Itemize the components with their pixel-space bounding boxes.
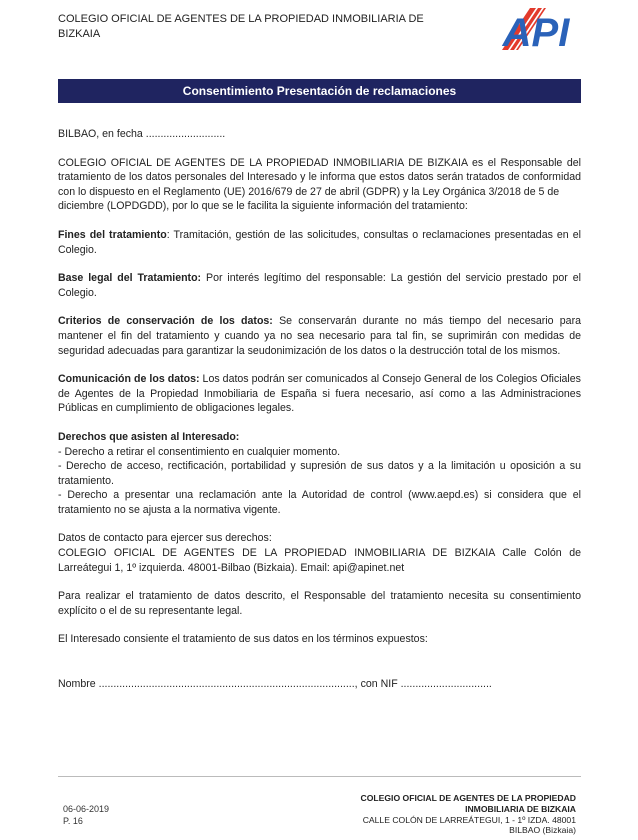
fines-text: : Tramitación, gestión de las solicitudes, consultas o reclamaciones presentadas en el Colegio. [58,228,581,256]
footer-date: 06-06-2019 [63,804,110,814]
date-line: BILBAO, en fecha ........................... [58,128,226,140]
intro-paragraph-cont: diciembre (LOPDGDD), por lo que se le facilita la siguiente información del tratamiento: [58,200,468,213]
contacto-intro: Datos de contacto para ejercer sus derechos: [58,532,272,545]
footer-address-cont: BILBAO (Bizkaia) [509,825,576,836]
base-legal-text: Por interés legítimo del responsable: La gestión del servicio prestado por el Colegio. [58,272,581,299]
footer-org-name: COLEGIO OFICIAL DE AGENTES DE LA PROPIEDAD [360,793,576,803]
comunicacion-paragraph [58,372,581,416]
nombre-nif-line: Nombre ......................................................................................., con NIF ............................... [58,678,492,691]
logo-text: API [502,11,570,52]
fines-label: Fines del tratamiento [58,228,167,241]
footer-organization [306,793,576,836]
base-legal-label: Base legal del Tratamiento: [58,272,202,285]
fines-paragraph [58,228,581,257]
derechos-label: Derechos que asisten al Interesado: [58,430,240,443]
consentimiento-paragraph: Para realizar el tratamiento de datos descrito, el Responsable del tratamiento necesita su consentimiento explícito o el de su representante legal. [58,590,581,617]
footer-page-number: P. 16 [63,816,83,826]
consiente-paragraph: El Interesado consiente el tratamiento de sus datos en los términos expuestos: [58,633,428,646]
api-logo [496,6,580,52]
derechos-item: - Derecho de acceso, rectificación, portabilidad y supresión de sus datos y a la limitación u oposición a su tratamiento. [58,460,581,487]
footer-left [63,803,109,827]
footer-divider [58,776,581,777]
criterios-label: Criterios de conservación de los datos: [58,315,273,328]
document-body [58,127,581,692]
base-legal-paragraph [58,271,581,300]
comunicacion-text: Los datos podrán ser comunicados al Consejo General de los Colegios Oficiales de Agentes de la Propiedad Inmobiliaria de España si fuera necesario, así como a las Administraciones Públicas en cumplimiento de obligaciones legales. [58,373,581,415]
intro-paragraph: COLEGIO OFICIAL DE AGENTES DE LA PROPIEDAD INMOBILIARIA DE BIZKAIA es el Responsable del tratamiento de los datos personales del Interesado y le informa que estos datos serán tratados de conformidad con lo dispuesto en el Reglamento (UE) 2016/679 de 27 de abril (GDPR) y la Ley Orgánica 3/2018 de 5 de [58,156,581,198]
derechos-item: - Derecho a presentar una reclamación ante la Autoridad de control (www.aepd.es) si considera que el tratamiento no se ajusta a la normativa vigente. [58,489,581,516]
footer-address: CALLE COLÓN DE LARREÁTEGUI, 1 - 1º IZDA. 48001 [362,814,576,825]
footer-org-name-cont: INMOBILIARIA DE BIZKAIA [465,803,576,814]
banner-title: Consentimiento Presentación de reclamaciones [58,79,581,103]
criterios-paragraph [58,314,581,358]
derechos-item: - Derecho a retirar el consentimiento en cualquier momento. [58,445,341,458]
contacto-text: COLEGIO OFICIAL DE AGENTES DE LA PROPIEDAD INMOBILIARIA DE BIZKAIA Calle Colón de Larreátegui 1, 1º izquierda. 48001-Bilbao (Bizkaia). Email: api@apinet.net [58,547,581,574]
criterios-text: Se conservarán durante no más tiempo del necesario para mantener el fin del tratamiento y cuando ya no sea necesario para tal fin, se suprimirán con medidas de seguridad adecuadas para garantizar la seudonimización de los datos o la destrucción total de los mismos. [58,315,581,357]
header-organization: COLEGIO OFICIAL DE AGENTES DE LA PROPIEDAD INMOBILIARIA DE BIZKAIA [58,13,424,40]
comunicacion-label: Comunicación de los datos: [58,373,200,386]
